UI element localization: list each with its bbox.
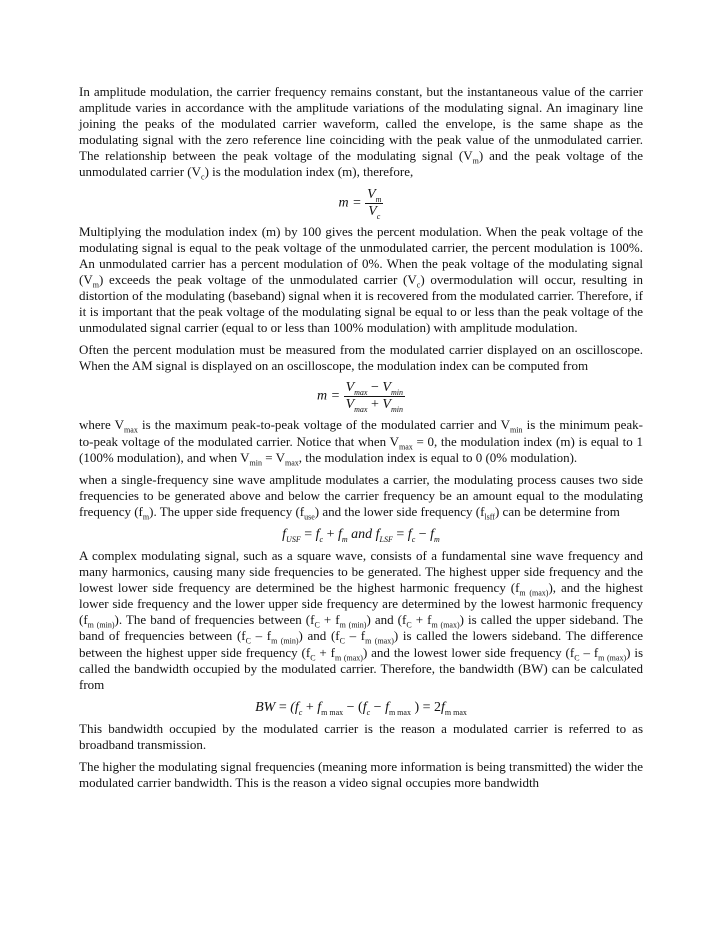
subscript: min: [510, 426, 523, 435]
text: when a single-frequency sine wave amplitude modulates a carrier, the modulating process causes two side frequencies to be generated above and below the carrier frequency be an amount equal to the modulating frequency (f: [79, 471, 643, 519]
paragraph-oscilloscope: Often the percent modulation must be measured from the modulated carrier displayed on an oscilloscope. When the AM signal is displayed on an oscilloscope, the modulation index can be computed from: [79, 342, 643, 374]
fraction: $\frac{V_{max} - V_{min}}{V_{max} + V_{min}}$: [345, 380, 403, 415]
text: ) exceeds the peak voltage of the unmodulated carrier (V: [98, 271, 417, 287]
equation-bandwidth: BW = ($f_c + f_{m max} - (f_c - f_{m max}$ ) = $2f_{m max}$: [255, 699, 467, 717]
text: , the modulation index is equal to 0 (0% modulation).: [298, 449, 578, 465]
text: is the maximum peak-to-peak voltage of the modulated carrier and V: [137, 417, 511, 433]
paragraph-bandwidth-video: The higher the modulating signal frequencies (meaning more information is being transmitted) the wider the modulated carrier bandwidth. This is the reason a video signal occupies more bandwidth: [79, 759, 643, 791]
subscript: m: [92, 280, 99, 290]
subscript: max: [285, 458, 299, 468]
equation-side-frequencies: $f_{USF} = f_c + f_m$ and $f_{LSF} = f_c - f_m$: [282, 526, 440, 544]
text: – f: [579, 644, 599, 660]
subscript: use: [304, 512, 315, 522]
text: ), and the highest lower side frequency and the lower upper side frequency are determined by the lowest harmonic frequency (f: [79, 580, 644, 628]
text: ) and the lower side frequency (f: [314, 503, 485, 519]
subscript: C: [245, 637, 251, 647]
text: where V: [79, 417, 125, 433]
subscript: m (max): [334, 653, 363, 663]
paragraph-vmax-vmin: [79, 417, 643, 468]
subscript: m (min): [271, 637, 299, 647]
text: + f: [411, 612, 432, 628]
text: ) is called the bandwidth occupied by the modulated carrier. Therefore, the bandwidth (BW) can be calculated from: [79, 644, 644, 692]
subscript: C: [314, 620, 320, 630]
subscript: c: [201, 173, 205, 183]
subscript: min: [249, 458, 262, 468]
subscript: max: [398, 442, 413, 452]
text: ) can be determine from: [494, 503, 620, 519]
text: ) overmodulation will occur, resulting in distortion of the modulating (baseband) signal when it is recovered from the modulated carrier. Therefore, if it is important that the peak voltage of the modulating signal be equal to or less than the peak voltage of the unmodulated signal carrier (equal to or less than 100% modulation) with amplitude modulation.: [79, 271, 643, 336]
text: ) and (f: [366, 612, 407, 628]
text: In amplitude modulation, the carrier frequency remains constant, but the instantaneous value of the carrier amplitude varies in accordance with the amplitude variations of the modulating signal. An imaginary line joining the peaks of the modulated carrier waveform, called the envelope, is the same shape as the modulating signal with the zero reference line coinciding with the peak value of the unmodulated carrier. The relationship between the peak voltage of the modulating signal (V: [79, 84, 643, 164]
text: = V: [262, 449, 285, 465]
subscript: m (min): [339, 620, 367, 630]
subscript: lsff: [484, 512, 495, 522]
subscript: C: [339, 637, 345, 647]
subscript: m: [142, 512, 150, 522]
text: – f: [250, 628, 272, 644]
text: ). The upper side frequency (f: [149, 503, 305, 519]
subscript: C: [310, 653, 316, 663]
text: ) and (f: [298, 628, 340, 644]
paragraph-percent-modulation: [79, 224, 643, 337]
text: Multiplying the modulation index (m) by 100 gives the percent modulation. When the peak voltage of the modulating signal is equal to the peak voltage of the unmodulated carrier, the percent modulation is 100%. An unmodulated carrier has a percent modulation of 0%. When the peak voltage of the modulating signal (V: [79, 223, 643, 287]
paragraph-side-frequencies: [79, 472, 643, 520]
text: ) is the modulation index (m), therefore,: [204, 164, 414, 180]
equation-modulation-index-minmax: m = $\frac{V_{max} - V_{min}}{V_{max} + V_{min}}$: [317, 380, 403, 415]
paragraph-amplitude-modulation: [79, 84, 643, 181]
text: = 0, the modulation index (m) is equal to 1 (100% modulation), and when V: [79, 433, 643, 465]
text: ) is called the lowers sideband. The difference between the highest upper side frequency (f: [79, 628, 643, 660]
subscript: m (max): [519, 588, 549, 598]
text: – f: [344, 628, 366, 644]
subscript: max: [124, 426, 138, 435]
subscript: m (max): [431, 620, 460, 630]
text: is the minimum peak-to-peak voltage of the modulated carrier. Notice that when V: [79, 417, 643, 449]
text: + f: [319, 612, 340, 628]
paragraph-complex-modulating-signal: [79, 548, 643, 693]
document-page: [79, 84, 643, 797]
subscript: m (min): [87, 620, 115, 630]
text: A complex modulating signal, such as a square wave, consists of a fundamental sine wave frequency and many harmonics, causing many side frequencies to be generated. The highest upper side frequency and the lowest lower side frequency are determined be the highest harmonic frequency (f: [79, 547, 643, 596]
text: ) is called the upper sideband. The band of frequencies between (f: [79, 612, 644, 644]
subscript: C: [574, 653, 580, 663]
subscript: C: [406, 620, 412, 630]
text: ) and the lowest lower side frequency (f: [362, 644, 575, 660]
text: + f: [315, 644, 335, 660]
subscript: m (max): [598, 653, 627, 663]
paragraph-broadband: This bandwidth occupied by the modulated carrier is the reason a modulated carrier is referred to as broadband transmission.: [79, 720, 643, 752]
subscript: m: [472, 156, 479, 166]
text: ). The band of frequencies between (f: [114, 612, 315, 628]
subscript: c: [416, 280, 421, 290]
fraction: $\frac{V_m}{V_c}$: [367, 186, 382, 221]
text: ) and the peak voltage of the unmodulated carrier (V: [79, 148, 644, 180]
subscript: m (max): [365, 637, 394, 647]
equation-modulation-index-display: m = $\frac{V_m}{V_c}$: [338, 186, 382, 221]
